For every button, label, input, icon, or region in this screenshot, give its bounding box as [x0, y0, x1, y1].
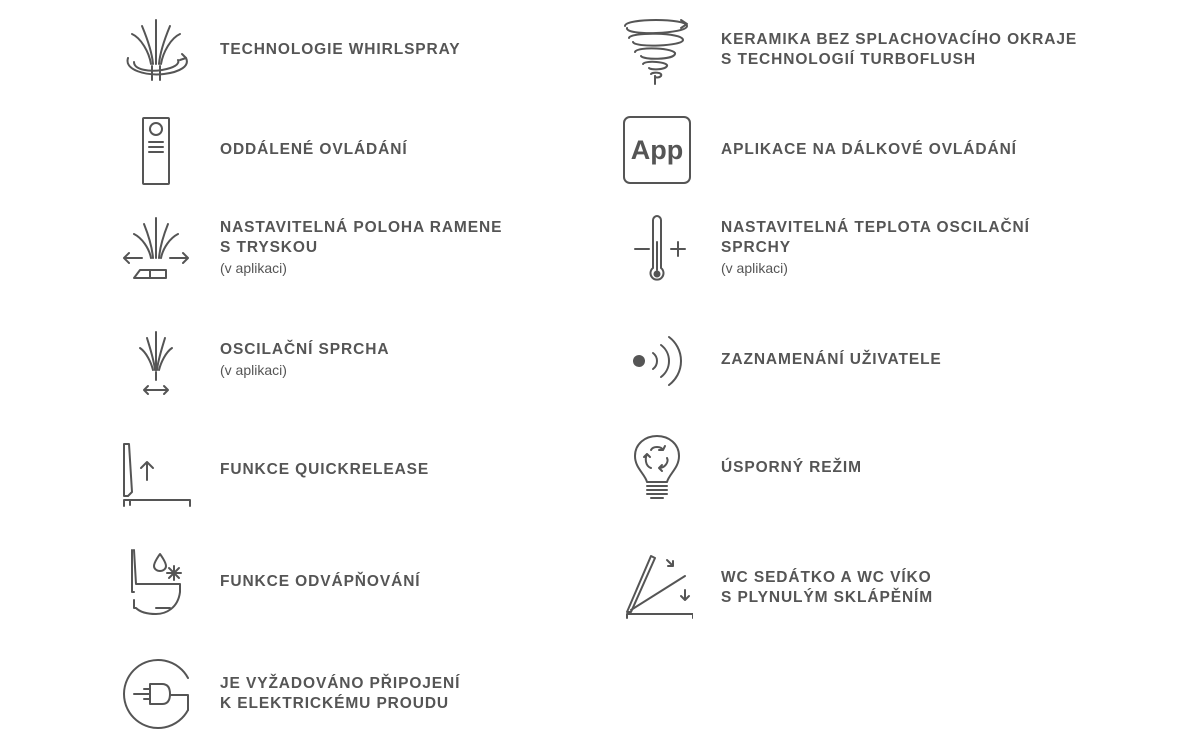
- descaling-icon: [120, 546, 192, 618]
- feature-temperature: [621, 208, 1181, 288]
- remote-control-icon: [120, 114, 192, 186]
- feature-text: [220, 572, 590, 592]
- feature-title-line: JE VYŽADOVÁNO PŘIPOJENÍ: [220, 675, 461, 692]
- feature-title-line: TECHNOLOGIE WHIRLSPRAY: [220, 41, 461, 58]
- feature-whirlspray: [120, 12, 600, 88]
- power-plug-icon: [120, 658, 192, 730]
- feature-note: (v aplikaci): [220, 362, 287, 378]
- feature-oscillating: [120, 322, 600, 398]
- feature-title-line: ODDÁLENÉ OVLÁDÁNÍ: [220, 141, 408, 158]
- feature-title-line: S TRYSKOU: [220, 239, 318, 256]
- feature-note: (v aplikaci): [220, 260, 287, 276]
- feature-app: [621, 112, 1181, 188]
- feature-title-line: APLIKACE NA DÁLKOVÉ OVLÁDÁNÍ: [721, 141, 1017, 158]
- feature-title-line: ÚSPORNÝ REŽIM: [721, 459, 862, 476]
- feature-power: [120, 656, 600, 732]
- quickrelease-icon: [120, 436, 192, 508]
- soft-close-lid-icon: [621, 552, 693, 624]
- feature-text: [220, 460, 590, 480]
- feature-title-line: NASTAVITELNÁ TEPLOTA OSCILAČNÍ: [721, 219, 1030, 236]
- feature-text: [220, 674, 590, 714]
- whirlspray-icon: [120, 14, 192, 86]
- feature-text: [721, 30, 1101, 70]
- feature-title-line: ZAZNAMENÁNÍ UŽIVATELE: [721, 351, 942, 368]
- feature-text: [220, 140, 590, 160]
- feature-quickrelease: [120, 432, 600, 508]
- feature-turboflush: [621, 12, 1181, 88]
- user-detection-icon: [621, 324, 693, 396]
- feature-remote: [120, 112, 600, 188]
- eco-bulb-icon: [621, 432, 693, 504]
- feature-title-line: KERAMIKA BEZ SPLACHOVACÍHO OKRAJE: [721, 31, 1078, 48]
- feature-title-line: WC SEDÁTKO A WC VÍKO: [721, 569, 932, 586]
- feature-user-detection: [621, 322, 1181, 398]
- feature-title-line: K ELEKTRICKÉMU PROUDU: [220, 695, 450, 712]
- feature-text: [220, 218, 590, 278]
- feature-title-line: S TECHNOLOGIÍ TURBOFLUSH: [721, 51, 976, 68]
- app-icon: [621, 114, 693, 186]
- feature-note: (v aplikaci): [721, 260, 788, 276]
- feature-title-line: FUNKCE QUICKRELEASE: [220, 461, 430, 478]
- feature-title-line: FUNKCE ODVÁPŇOVÁNÍ: [220, 573, 421, 590]
- feature-text: [721, 140, 1091, 160]
- feature-text: [721, 458, 1091, 478]
- feature-title-line: SPRCHY: [721, 239, 791, 256]
- feature-text: [220, 340, 590, 380]
- adjustable-arm-icon: [120, 212, 192, 284]
- feature-text: [721, 218, 1091, 278]
- feature-text: [721, 350, 1091, 370]
- feature-title-line: OSCILAČNÍ SPRCHA: [220, 341, 390, 358]
- turboflush-icon: [621, 14, 693, 86]
- feature-softclose: [621, 550, 1181, 626]
- feature-title-line: S PLYNULÝM SKLÁPĚNÍM: [721, 589, 934, 606]
- feature-text: [220, 40, 590, 60]
- thermometer-icon: [621, 212, 693, 284]
- feature-arm-position: [120, 208, 600, 288]
- feature-eco: [621, 430, 1181, 506]
- oscillating-shower-icon: [120, 324, 192, 396]
- feature-text: [721, 568, 1091, 608]
- feature-title-line: NASTAVITELNÁ POLOHA RAMENE: [220, 219, 503, 236]
- feature-descaling: [120, 544, 600, 620]
- app-icon-label: App: [630, 135, 684, 165]
